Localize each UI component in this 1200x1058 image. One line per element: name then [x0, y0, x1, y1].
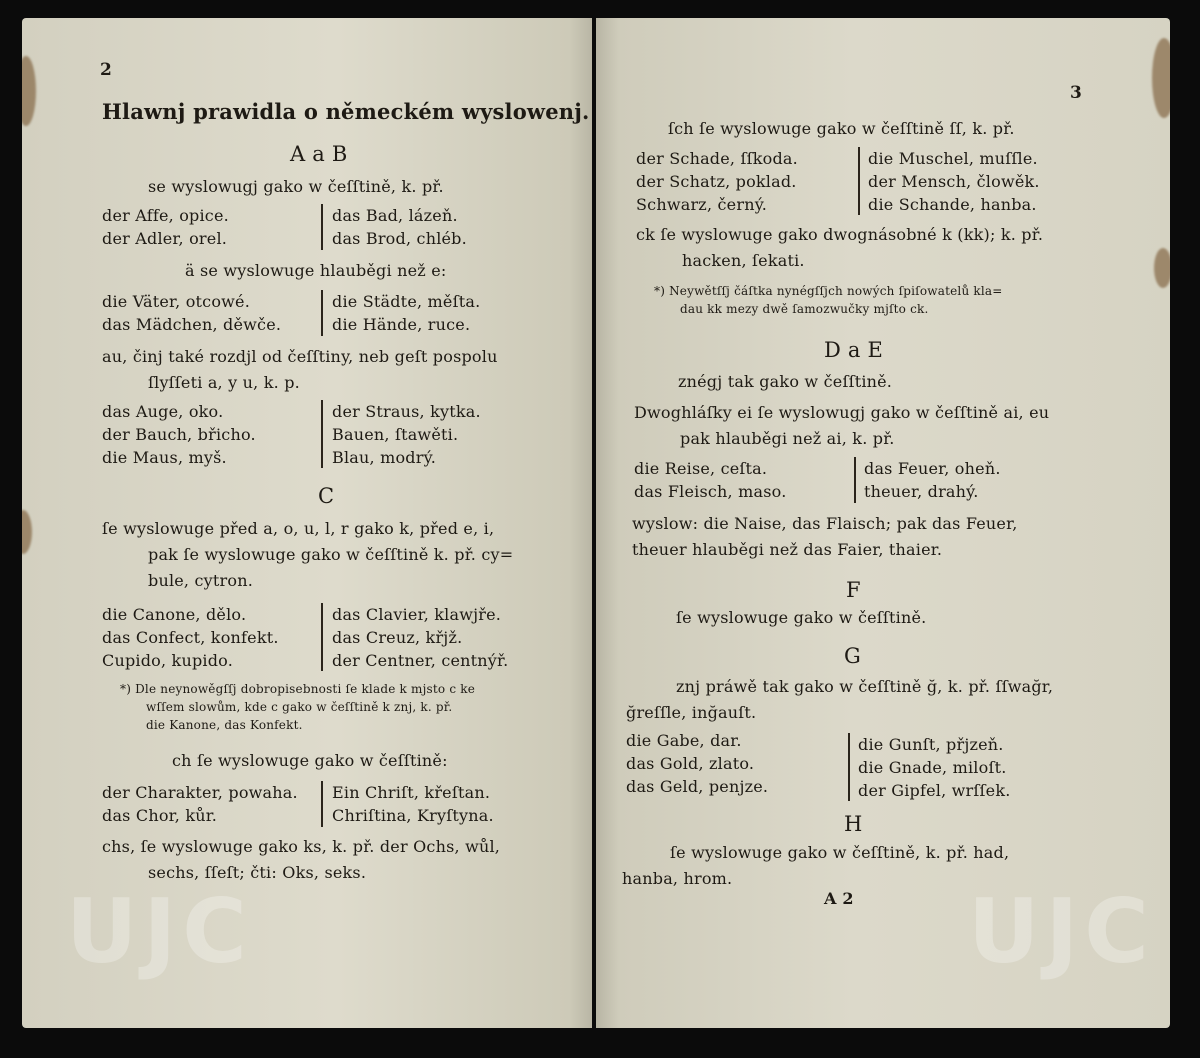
example-word: das Brod, chléb. — [332, 229, 467, 248]
section-heading-a-b: A a B — [290, 142, 348, 166]
example-word: das Mädchen, děwče. — [102, 315, 282, 334]
section-intro: pak ſe wyslowuge gako w čeſſtině k. př. cy= — [148, 545, 514, 564]
example-word: das Fleisch, maso. — [634, 482, 787, 501]
footnote: dau kk mezy dwě ſamozwučky mjſto ck. — [680, 302, 929, 316]
example-word: Cupido, kupido. — [102, 651, 233, 670]
stain-mark — [1152, 38, 1170, 118]
example-word: die Städte, měſta. — [332, 292, 481, 311]
section-intro: ſlyſſeti a, y u, k. p. — [148, 373, 300, 392]
example-word: Chriſtina, Kryſtyna. — [332, 806, 494, 825]
page-number: 2 — [100, 60, 113, 80]
example-word: Ein Chriſt, křeſtan. — [332, 783, 491, 802]
example-word: das Bad, lázeň. — [332, 206, 458, 225]
ujc-watermark: UJC — [66, 880, 253, 983]
example-word: das Gold, zlato. — [626, 754, 755, 773]
example-word: die Muschel, muſſle. — [868, 149, 1038, 168]
example-word: Schwarz, černý. — [636, 195, 768, 214]
rule-line: theuer hlauběgi než das Faier, thaier. — [632, 540, 943, 559]
example-word: der Adler, orel. — [102, 229, 228, 248]
section-intro: au, činj také rozdjl od čeſſtiny, neb geſt pospolu — [102, 347, 498, 366]
column-divider — [321, 290, 323, 336]
example-word: das Feuer, oheň. — [864, 459, 1001, 478]
section-intro: ch ſe wyslowuge gako w čeſſtině: — [172, 751, 448, 770]
rule-line: sechs, ſſeſt; čti: Oks, seks. — [148, 863, 367, 882]
example-word: das Auge, oko. — [102, 402, 224, 421]
stain-mark — [22, 510, 32, 554]
footnote: *) Dle neynowěgſſj dobropisebnosti ſe klade k mjsto c ke — [120, 682, 476, 696]
rule-line: pak hlauběgi než ai, k. př. — [680, 429, 895, 448]
section-intro: bule, cytron. — [148, 571, 254, 590]
example-word: der Schade, ſſkoda. — [636, 149, 798, 168]
rule-line: chs, ſe wyslowuge gako ks, k. př. der Ochs, wůl, — [102, 837, 501, 856]
rule-line: ğreſſle, inğauſt. — [626, 703, 757, 722]
example-word: das Geld, penjze. — [626, 777, 769, 796]
signature-mark: A 2 — [824, 889, 854, 908]
section-intro: ä se wyslowuge hlauběgi než e: — [185, 261, 447, 280]
section-intro: se wyslowugj gako w čeſſtině, k. př. — [148, 177, 444, 196]
column-divider — [321, 603, 323, 671]
column-divider — [848, 733, 850, 801]
example-word: theuer, drahý. — [864, 482, 979, 501]
rule-line: hacken, ſekati. — [682, 251, 805, 270]
footnote: die Kanone, das Konfekt. — [146, 718, 303, 732]
example-word: die Gunſt, přjzeň. — [858, 735, 1004, 754]
section-heading-c: C — [318, 484, 335, 508]
example-word: Bauen, ſtawěti. — [332, 425, 459, 444]
example-word: das Creuz, křjž. — [332, 628, 463, 647]
example-word: die Reise, ceſta. — [634, 459, 768, 478]
rule-line: znj práwě tak gako w čeſſtině ğ, k. př. ſſwağr, — [676, 677, 1054, 696]
column-divider — [854, 457, 856, 503]
example-word: das Confect, konfekt. — [102, 628, 279, 647]
rule-line: ck ſe wyslowuge gako dwognásobné k (kk); k. př. — [636, 225, 1044, 244]
page-title: Hlawnj prawidla o německém wyslowenj. — [102, 99, 590, 124]
example-word: die Gnade, miloſt. — [858, 758, 1007, 777]
example-word: das Clavier, klawjře. — [332, 605, 502, 624]
rule-line: ſe wyslowuge gako w čeſſtině, k. př. had, — [670, 843, 1010, 862]
example-word: der Straus, kytka. — [332, 402, 481, 421]
example-word: der Centner, centnýř. — [332, 651, 509, 670]
example-word: die Hände, ruce. — [332, 315, 471, 334]
section-intro: znégj tak gako w čeſſtině. — [678, 372, 893, 391]
example-word: der Charakter, powaha. — [102, 783, 298, 802]
column-divider — [321, 204, 323, 250]
left-page — [22, 18, 592, 1028]
example-word: die Canone, dělo. — [102, 605, 247, 624]
example-word: die Schande, hanba. — [868, 195, 1037, 214]
section-heading-f: F — [846, 578, 861, 602]
column-divider — [321, 400, 323, 468]
section-intro: ſe wyslowuge před a, o, u, l, r gako k, před e, i, — [102, 519, 495, 538]
section-heading-d-e: D a E — [824, 338, 884, 362]
rule-line: hanba, hrom. — [622, 869, 733, 888]
example-word: das Chor, kůr. — [102, 806, 218, 825]
example-word: die Väter, otcowé. — [102, 292, 251, 311]
column-divider — [321, 781, 323, 827]
stain-mark — [22, 56, 36, 126]
rule-line: wyslow: die Naise, das Flaisch; pak das Feuer, — [632, 514, 1018, 533]
example-word: Blau, modrý. — [332, 448, 436, 467]
example-word: der Affe, opice. — [102, 206, 229, 225]
example-word: die Gabe, dar. — [626, 731, 742, 750]
column-divider — [858, 147, 860, 215]
footnote: *) Neywětſſj čáſtka nynégſſjch nowých ſpiſowatelů kla= — [654, 284, 1003, 298]
right-page — [596, 18, 1170, 1028]
example-word: der Gipfel, wrſſek. — [858, 781, 1011, 800]
section-heading-h: H — [844, 812, 863, 836]
example-word: der Schatz, poklad. — [636, 172, 797, 191]
section-intro: ſch ſe wyslowuge gako w čeſſtině ſſ, k. př. — [668, 119, 1015, 138]
stain-mark — [1154, 248, 1170, 288]
rule-line: Dwoghláſky ei ſe wyslowugj gako w čeſſtině ai, eu — [634, 403, 1050, 422]
section-heading-g: G — [844, 644, 861, 668]
example-word: der Mensch, člowěk. — [868, 172, 1040, 191]
footnote: wſſem slowům, kde c gako w čeſſtině k znj, k. př. — [146, 700, 453, 714]
example-word: die Maus, myš. — [102, 448, 227, 467]
page-number: 3 — [1070, 83, 1083, 103]
example-word: der Bauch, břicho. — [102, 425, 256, 444]
ujc-watermark: UJC — [968, 880, 1155, 983]
section-intro: ſe wyslowuge gako w čeſſtině. — [676, 608, 927, 627]
